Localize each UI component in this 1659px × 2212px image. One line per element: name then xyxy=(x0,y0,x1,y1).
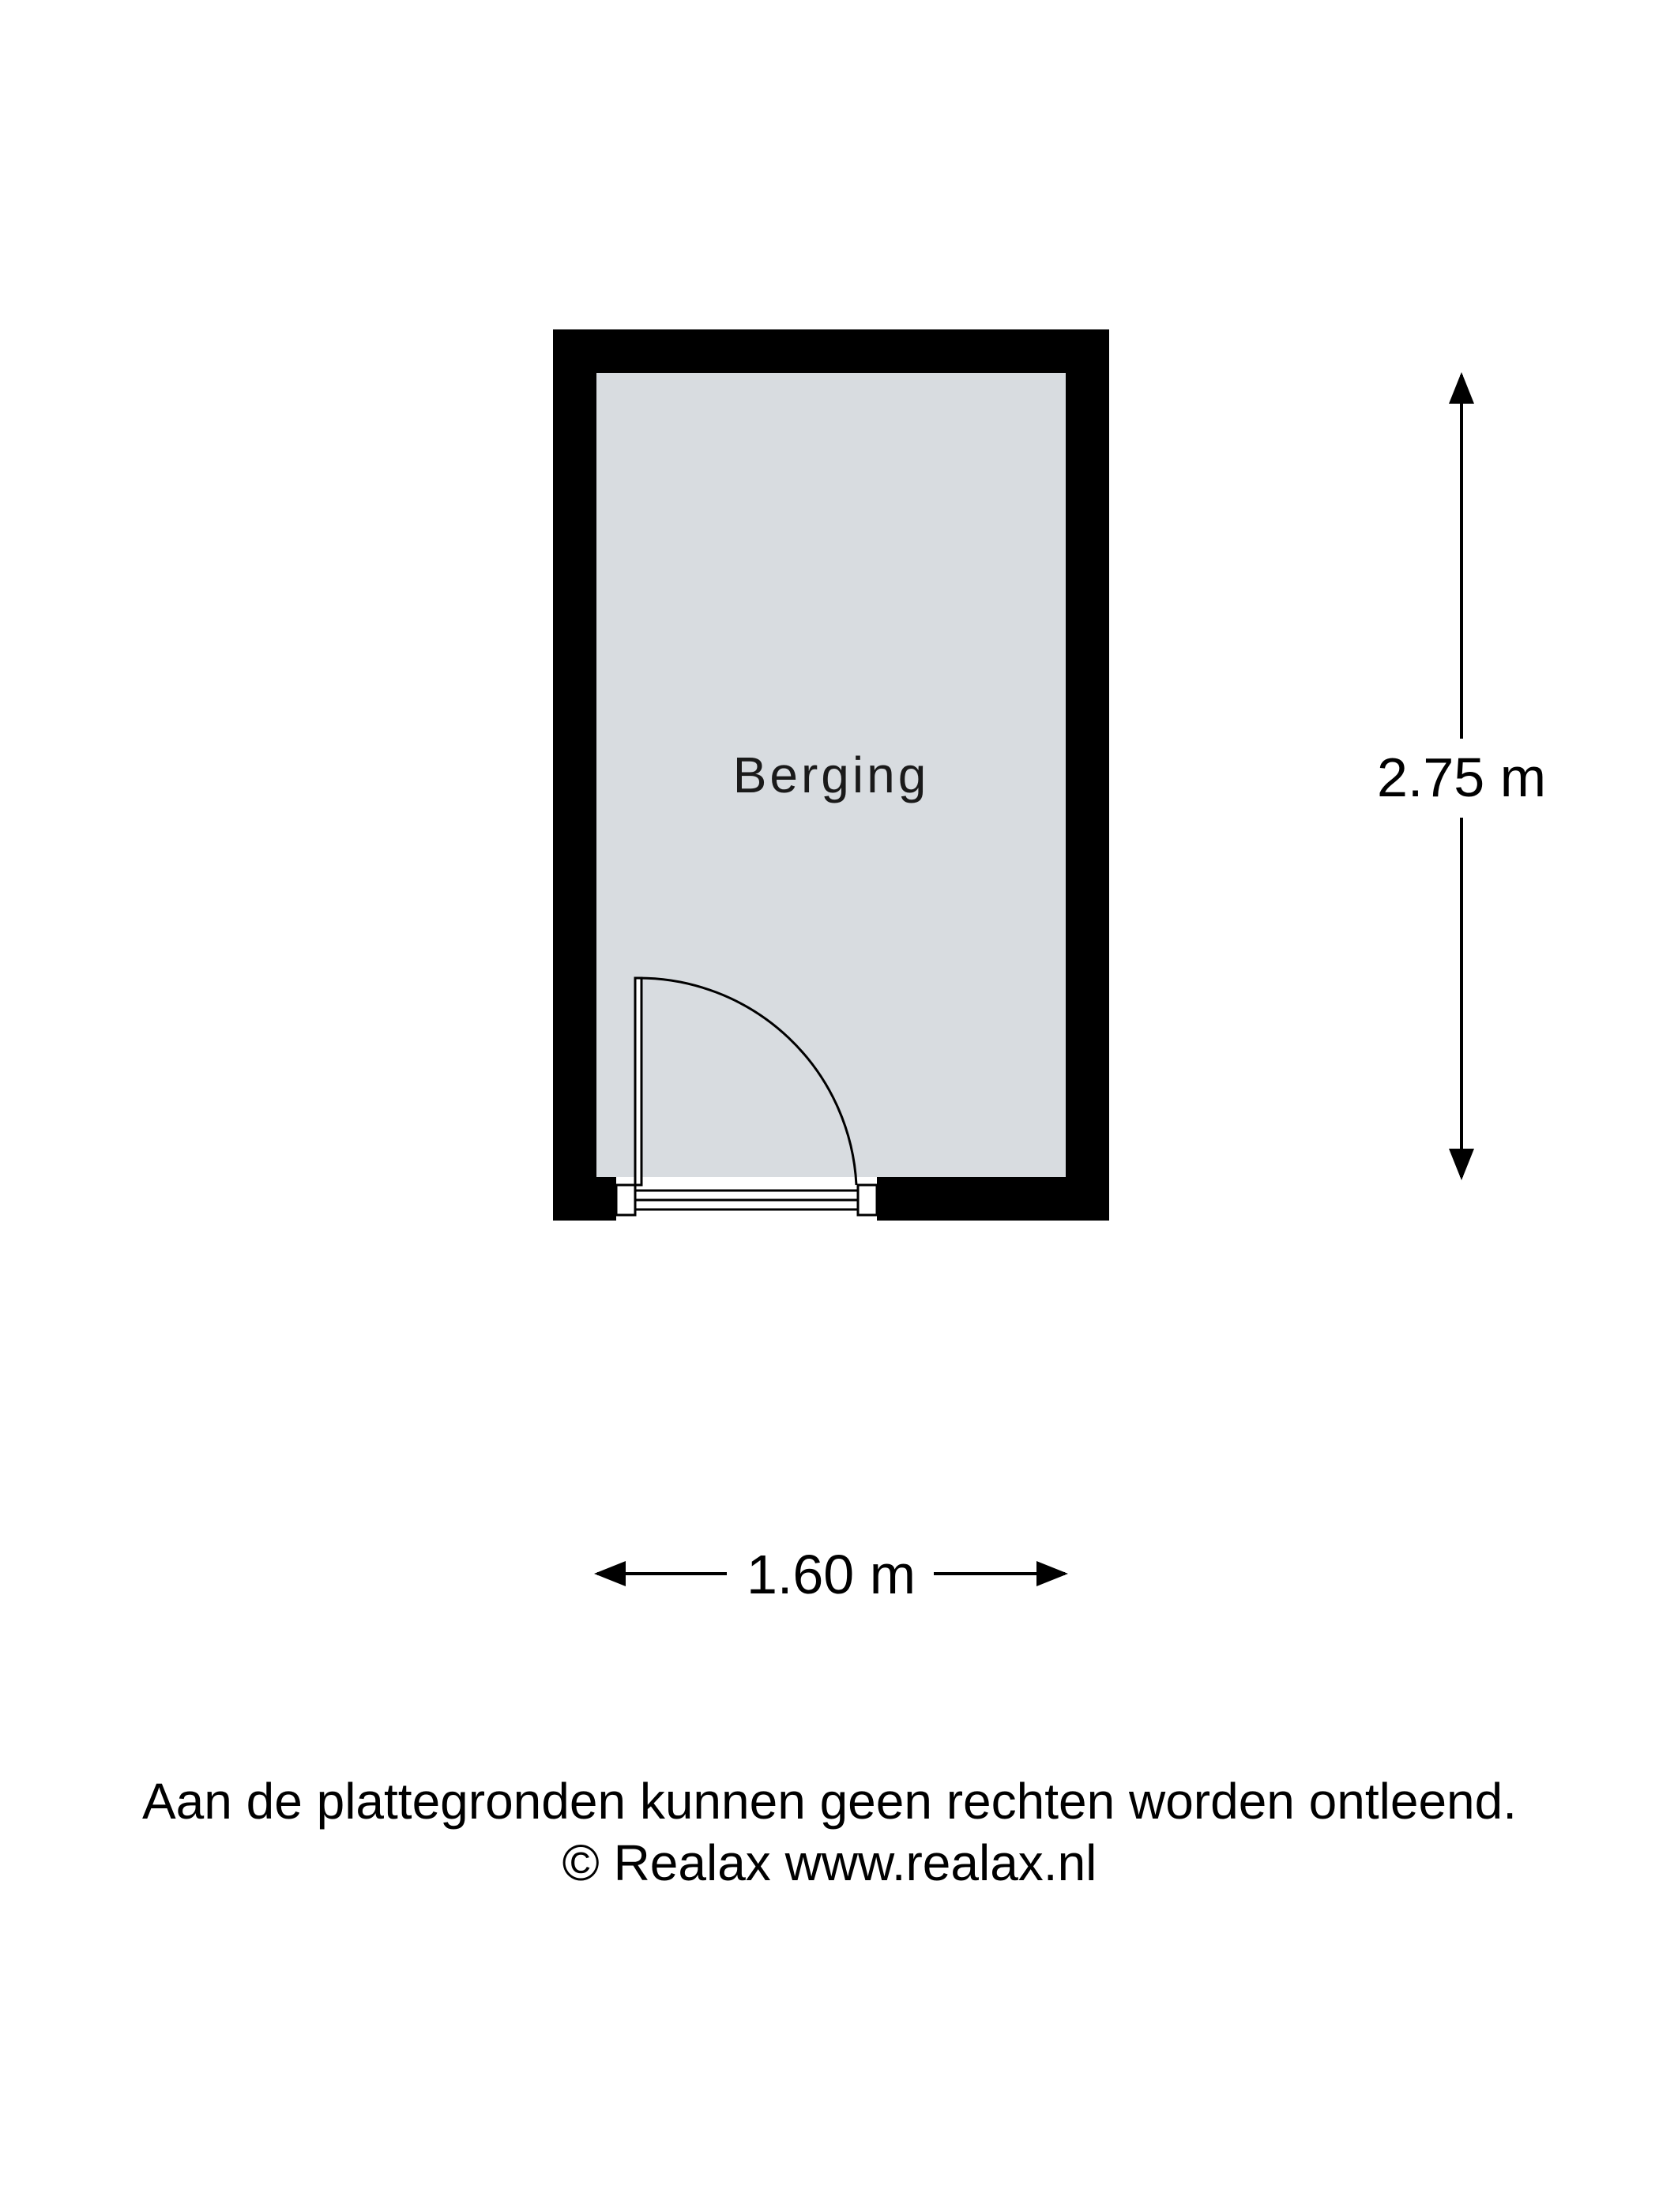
height-dimension-label: 2.75 m xyxy=(1377,747,1546,808)
room-label: Berging xyxy=(732,747,930,803)
disclaimer-text: Aan de plattegronden kunnen geen rechten worden ontleend. xyxy=(141,1773,1518,1830)
wall-right xyxy=(1066,329,1109,1221)
width-dimension-label: 1.60 m xyxy=(747,1544,916,1605)
wall-bottom-right xyxy=(877,1177,1109,1221)
width-dimension xyxy=(597,1544,1065,1605)
wall-top xyxy=(553,329,1109,373)
wall-bottom-left xyxy=(553,1177,616,1221)
height-dimension xyxy=(1377,375,1546,1177)
copyright-text: © Realax www.realax.nl xyxy=(562,1834,1097,1891)
wall-left xyxy=(553,329,596,1221)
door-opening xyxy=(616,1177,877,1221)
door-leaf xyxy=(635,978,641,1185)
